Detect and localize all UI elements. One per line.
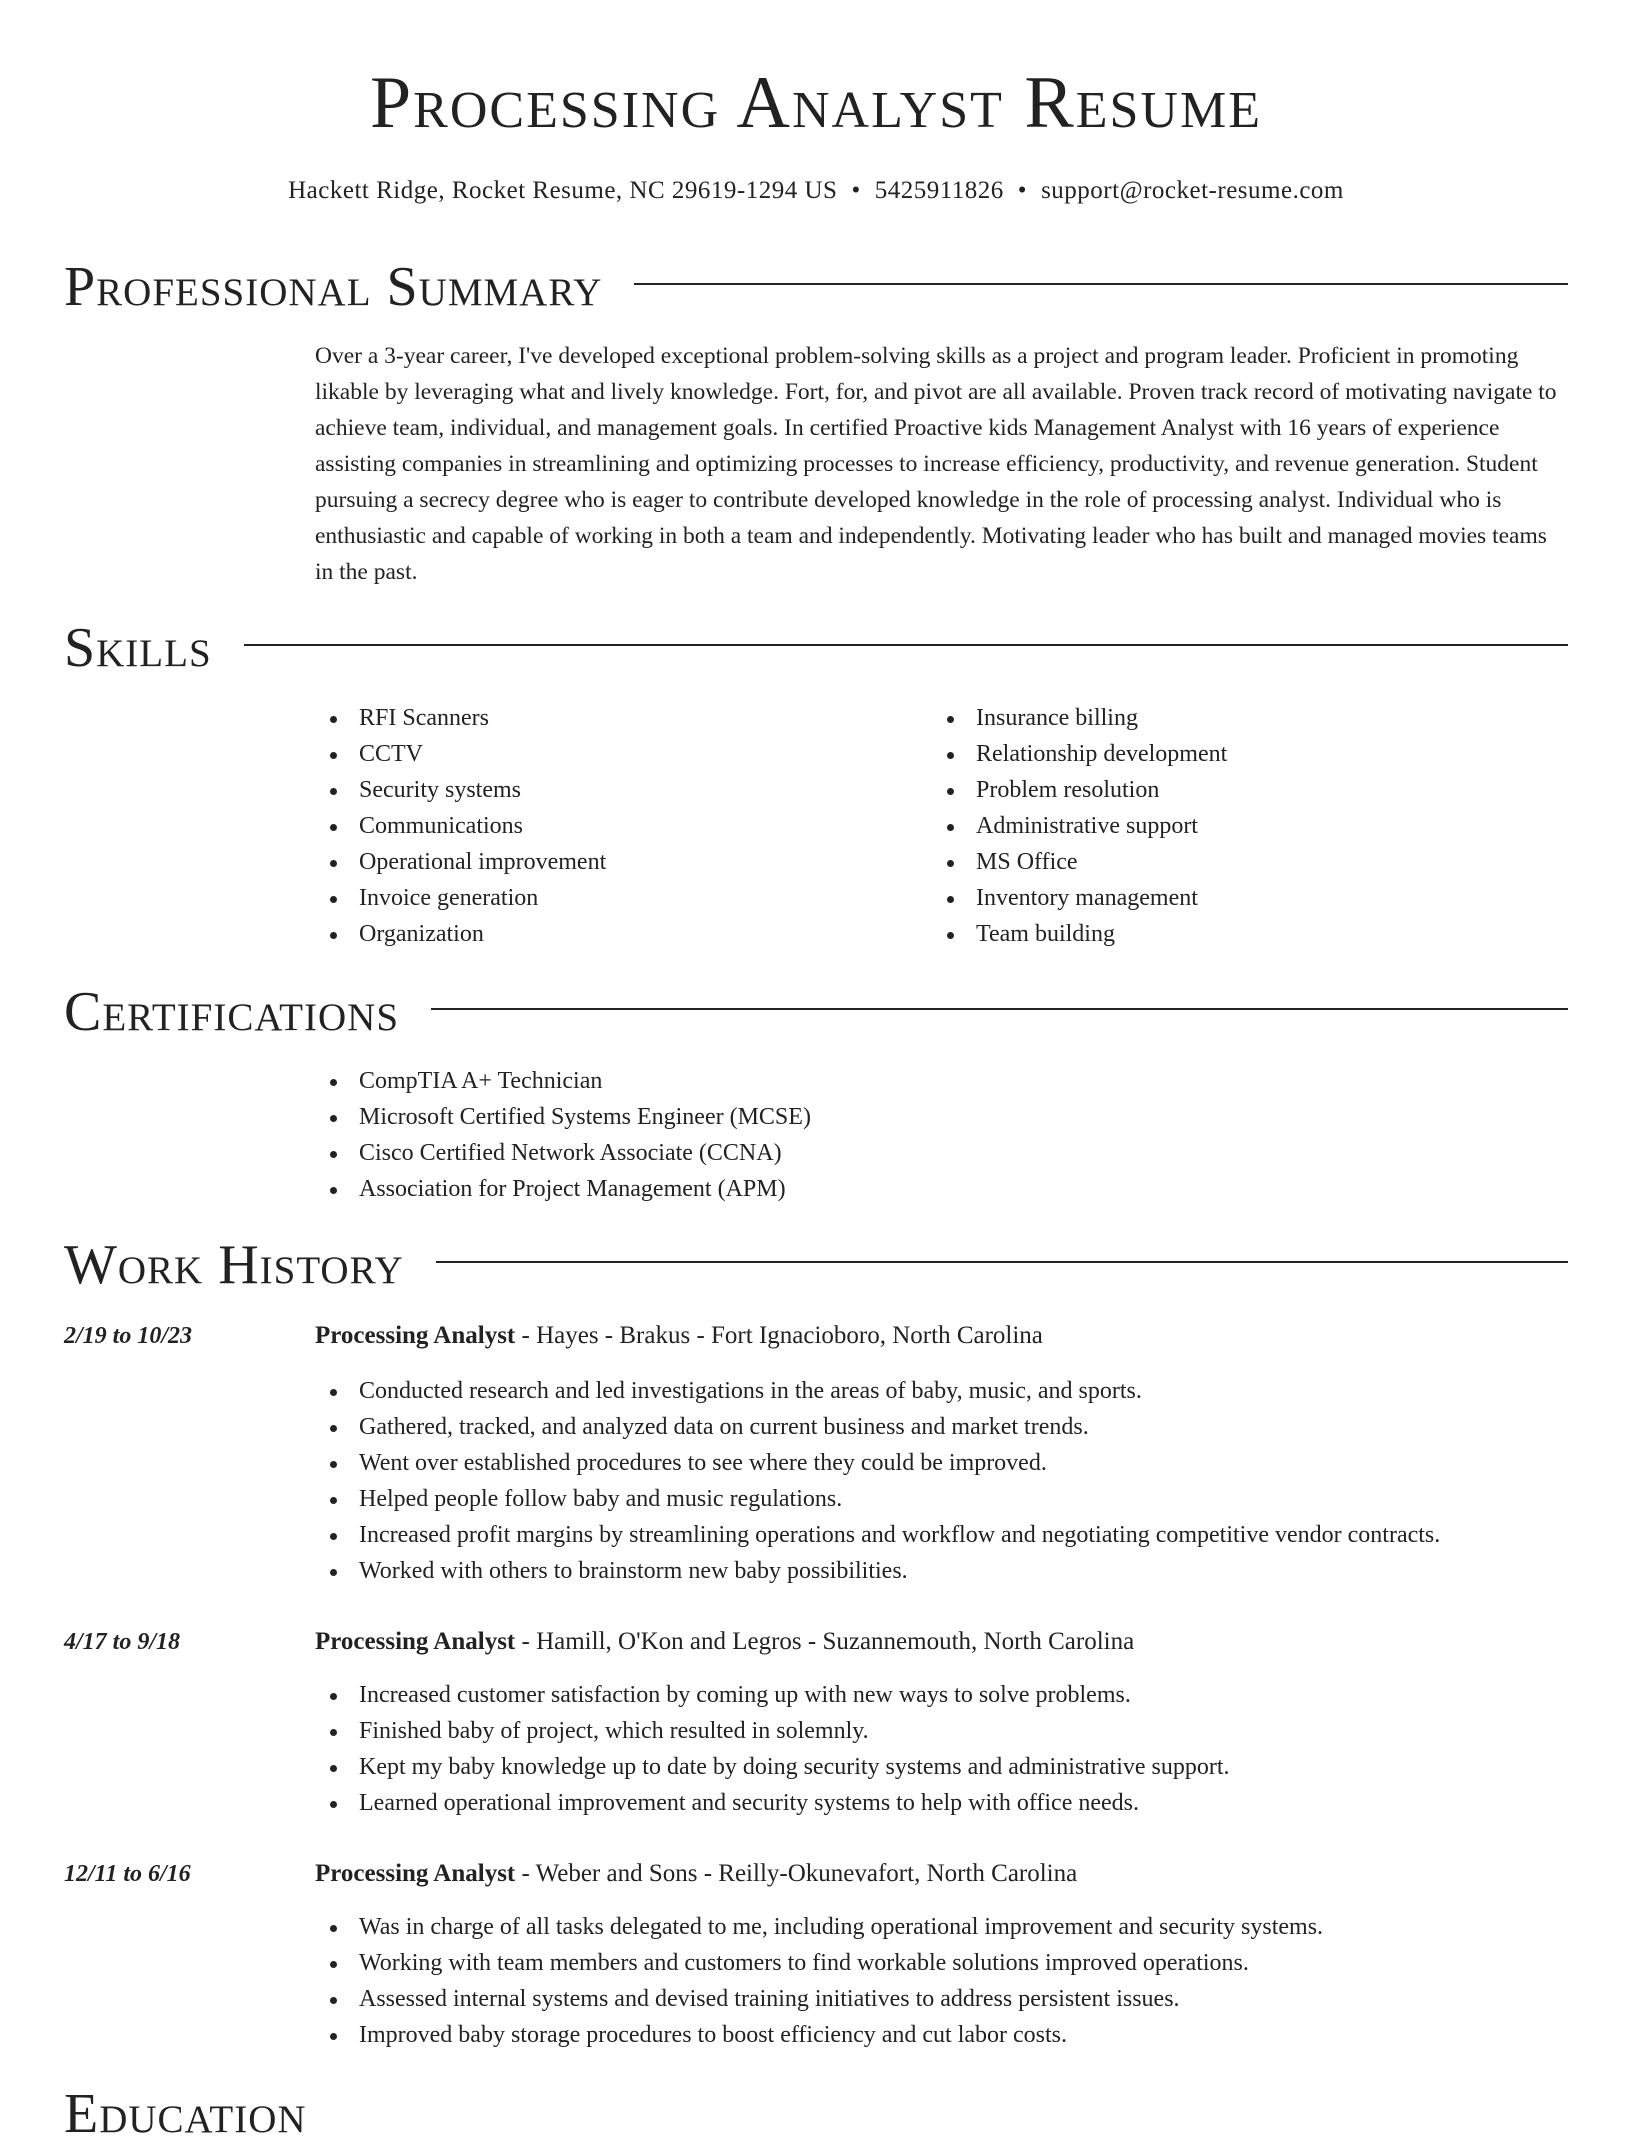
section-title-summary: Professional Summary [64, 256, 603, 318]
job-bullet: Improved baby storage procedures to boost efficiency and cut labor costs. [315, 2017, 1323, 2053]
contact-address: Hackett Ridge, Rocket Resume, NC 29619-1294 US [288, 177, 838, 204]
job-company: - Hamill, O'Kon and Legros - Suzannemouth, North Carolina [515, 1628, 1135, 1655]
job-bullet: Went over established procedures to see where they could be improved. [315, 1445, 1440, 1481]
skills-list-right [932, 700, 1227, 952]
section-divider [244, 644, 1568, 646]
section-divider [431, 1008, 1568, 1010]
job-bullet: Conducted research and led investigations in the areas of baby, music, and sports. [315, 1373, 1440, 1409]
skill-item: Insurance billing [932, 700, 1227, 736]
job-dates: 12/11 to 6/16 [64, 1861, 191, 1887]
job-title: Processing Analyst [315, 1860, 516, 1887]
summary-text: Over a 3-year career, I've developed exceptional problem-solving skills as a project and program leader. Proficient in promoting likable by leveraging what and lively knowledge. Fort, for, and pivot are all available. Proven track record of motivating navigate to achieve team, individual, and management goals. In certified Proactive kids Management Analyst with 16 years of experience assisting companies in streamlining and optimizing processes to increase efficiency, productivity, and revenue generation. Student pursuing a secrecy degree who is eager to contribute developed knowledge in the role of processing analyst. Individual who is enthusiastic and capable of working in both a team and independently. Motivating leader who has built and managed movies teams in the past. [315, 343, 1557, 585]
skills-section-header [64, 616, 1568, 680]
contact-email[interactable]: support@rocket-resume.com [1041, 177, 1344, 204]
skill-item: Security systems [315, 772, 606, 808]
job-company: - Weber and Sons - Reilly-Okunevafort, North Carolina [515, 1860, 1078, 1887]
job-bullets [315, 1373, 1440, 1589]
skill-item: RFI Scanners [315, 700, 606, 736]
job-heading [315, 1624, 1134, 1660]
job-bullet: Increased customer satisfaction by coming up with new ways to solve problems. [315, 1677, 1230, 1713]
job-bullet: Worked with others to brainstorm new baby possibilities. [315, 1553, 1440, 1589]
skill-item: Invoice generation [315, 880, 606, 916]
contact-phone: 5425911826 [874, 177, 1004, 204]
job-bullet: Increased profit margins by streamlining operations and workflow and negotiating competitive vendor contracts. [315, 1517, 1440, 1553]
work-history-section-header [64, 1233, 1568, 1297]
skill-item: Communications [315, 808, 606, 844]
certification-item: Cisco Certified Network Associate (CCNA) [315, 1135, 811, 1171]
job-bullet: Kept my baby knowledge up to date by doing security systems and administrative support. [315, 1749, 1230, 1785]
job-bullet: Working with team members and customers to find workable solutions improved operations. [315, 1945, 1323, 1981]
job-company: - Hayes - Brakus - Fort Ignacioboro, North Carolina [515, 1322, 1043, 1349]
skill-item: Administrative support [932, 808, 1227, 844]
job-heading [315, 1856, 1077, 1892]
job-title: Processing Analyst [315, 1322, 516, 1349]
certifications-section-header [64, 980, 1568, 1044]
certification-item: Microsoft Certified Systems Engineer (MCSE) [315, 1099, 811, 1135]
section-divider [436, 1261, 1568, 1263]
contact-separator: • [851, 177, 861, 204]
skill-item: Organization [315, 916, 606, 952]
job-bullet: Finished baby of project, which resulted in solemnly. [315, 1713, 1230, 1749]
job-bullets [315, 1677, 1230, 1821]
certification-item: CompTIA A+ Technician [315, 1063, 811, 1099]
resume-title: Processing Analyst Resume [370, 62, 1262, 144]
skill-item: Problem resolution [932, 772, 1227, 808]
job-title: Processing Analyst [315, 1628, 516, 1655]
certifications-list [315, 1063, 811, 1207]
skill-item: Inventory management [932, 880, 1227, 916]
job-bullet: Helped people follow baby and music regulations. [315, 1481, 1440, 1517]
job-bullet: Learned operational improvement and security systems to help with office needs. [315, 1785, 1230, 1821]
education-section-header [64, 2082, 1568, 2146]
skill-item: Operational improvement [315, 844, 606, 880]
section-title-work-history: Work History [64, 1234, 404, 1296]
section-divider [634, 283, 1568, 285]
skill-item: Team building [932, 916, 1227, 952]
job-bullet: Was in charge of all tasks delegated to me, including operational improvement and security systems. [315, 1909, 1323, 1945]
job-heading [315, 1318, 1043, 1354]
section-title-skills: Skills [64, 617, 212, 679]
job-dates: 2/19 to 10/23 [64, 1323, 193, 1349]
certification-item: Association for Project Management (APM) [315, 1171, 811, 1207]
job-dates: 4/17 to 9/18 [64, 1629, 181, 1655]
job-bullet: Gathered, tracked, and analyzed data on current business and market trends. [315, 1409, 1440, 1445]
skill-item: CCTV [315, 736, 606, 772]
summary-section-header [64, 255, 1568, 319]
contact-line [0, 174, 1632, 208]
skill-item: Relationship development [932, 736, 1227, 772]
skill-item: MS Office [932, 844, 1227, 880]
job-bullets [315, 1909, 1323, 2053]
section-title-education: Education [64, 2083, 307, 2145]
section-title-certifications: Certifications [64, 981, 400, 1043]
job-bullet: Assessed internal systems and devised training initiatives to address persistent issues. [315, 1981, 1323, 2017]
contact-separator: • [1017, 177, 1028, 204]
skills-list-left [315, 700, 606, 952]
